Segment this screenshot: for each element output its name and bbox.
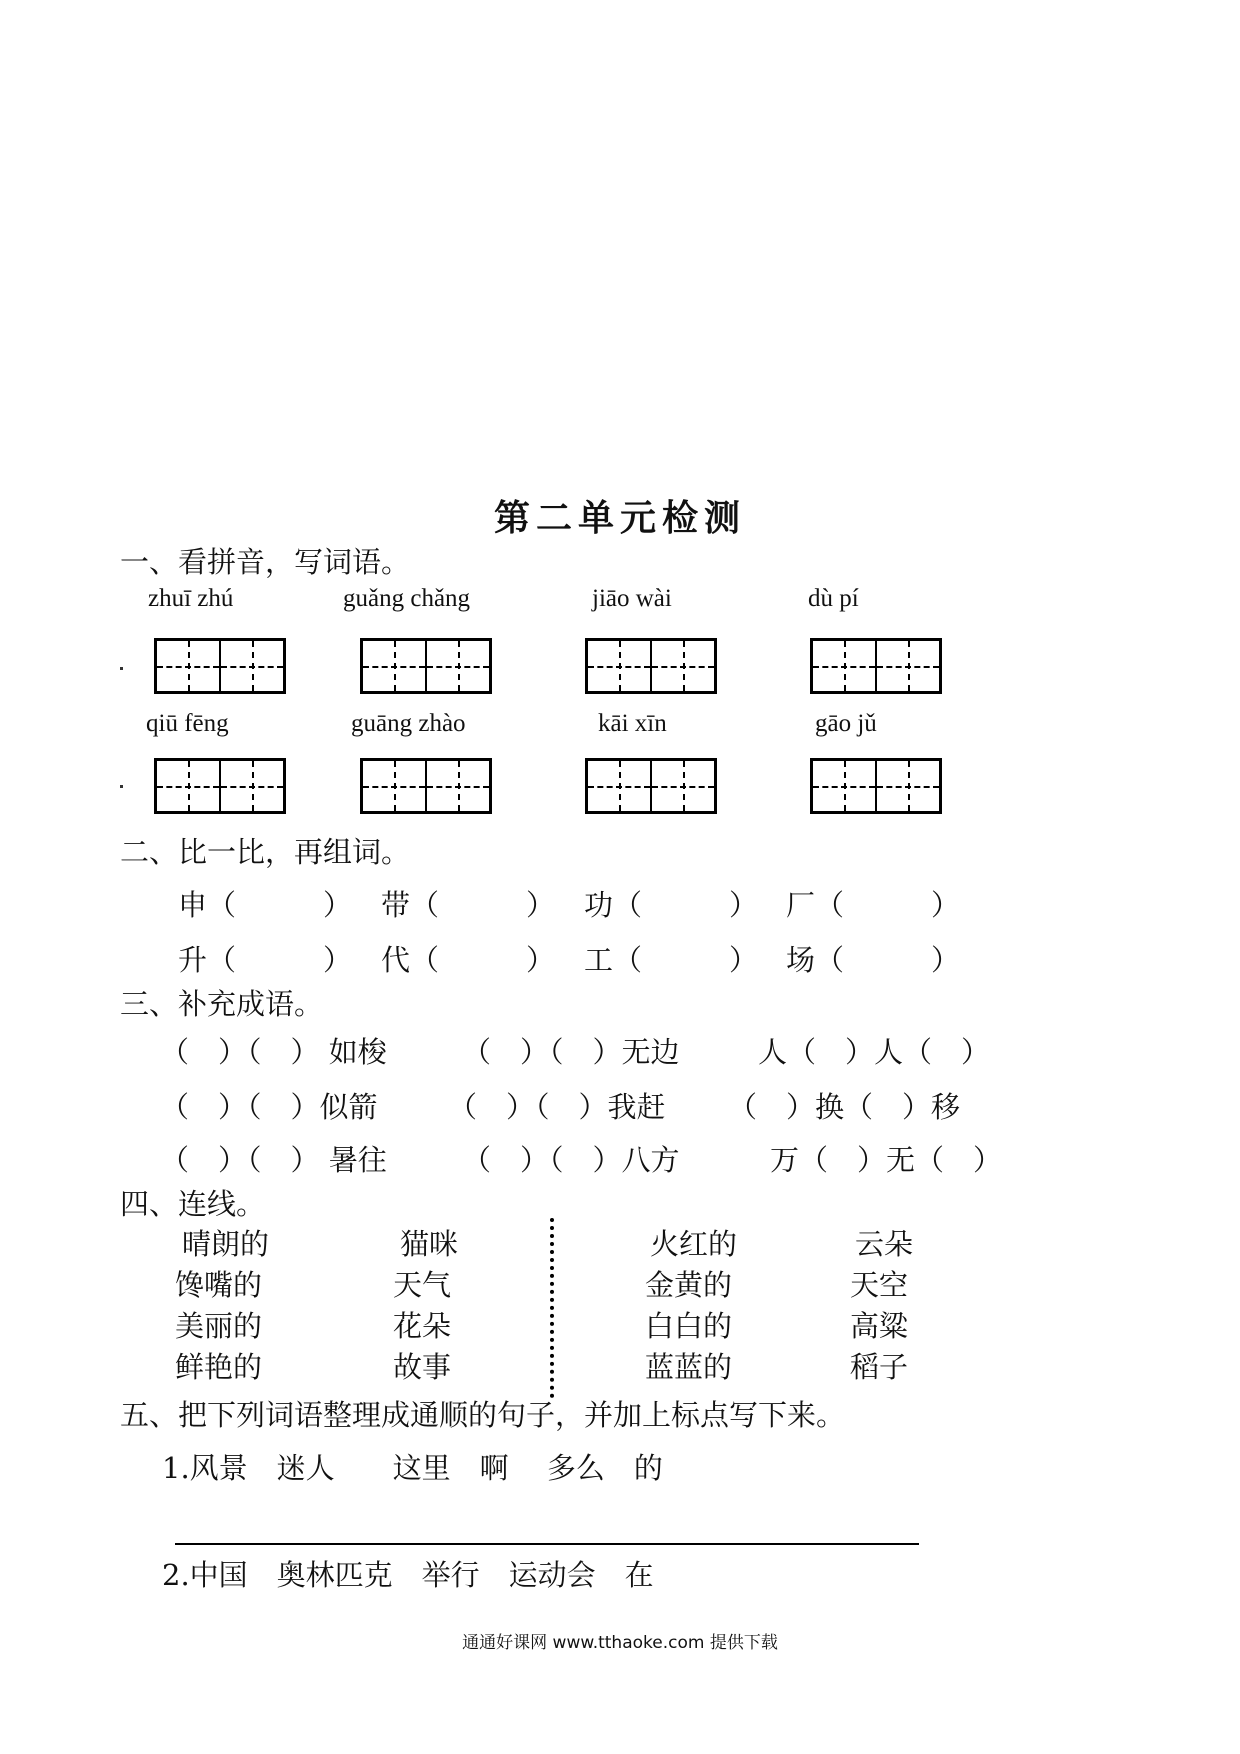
match-right-a: 金黄的 <box>645 1268 733 1302</box>
idiom-item: （ ）（ ）似箭 <box>160 1090 378 1124</box>
section4-heading: 四、连线。 <box>120 1187 266 1221</box>
pinyin-4: dù pí <box>808 585 859 612</box>
column-divider <box>550 1218 554 1398</box>
pinyin-6: guāng zhào <box>351 710 466 737</box>
idiom-item: 人（ ）人（ ） <box>758 1035 991 1069</box>
match-left-a: 晴朗的 <box>182 1227 270 1261</box>
pinyin-8: gāo jǔ <box>815 710 877 737</box>
section3-heading: 三、补充成语。 <box>120 987 324 1021</box>
match-left-b: 猫咪 <box>400 1227 459 1261</box>
compare-item: 升（ ） <box>178 943 353 977</box>
section2-heading: 二、比一比，再组词。 <box>120 835 411 869</box>
match-left-b: 花朵 <box>393 1309 452 1343</box>
idiom-item: （ ）（ ）无边 <box>462 1035 680 1069</box>
compare-item: 厂（ ） <box>786 888 961 922</box>
match-left-a: 馋嘴的 <box>175 1268 263 1302</box>
match-right-b: 云朵 <box>855 1227 914 1261</box>
idiom-item: 万（ ）无（ ） <box>770 1143 1003 1177</box>
match-left-a: 鲜艳的 <box>175 1350 263 1384</box>
pinyin-1: zhuī zhú <box>148 585 234 612</box>
writing-grid-6[interactable] <box>360 758 492 814</box>
writing-grid-8[interactable] <box>810 758 942 814</box>
match-right-b: 稻子 <box>850 1350 909 1384</box>
footer-credit: 通通好课网 www.tthaoke.com 提供下载 <box>462 1633 778 1653</box>
match-left-b: 故事 <box>393 1350 452 1384</box>
writing-grid-1[interactable] <box>154 638 286 694</box>
writing-grid-3[interactable] <box>585 638 717 694</box>
scan-mark <box>120 785 123 788</box>
match-right-b: 高粱 <box>850 1309 909 1343</box>
match-left-a: 美丽的 <box>175 1309 263 1343</box>
compare-item: 工（ ） <box>584 943 759 977</box>
idiom-item: （ ）（ ）八方 <box>462 1143 680 1177</box>
writing-grid-4[interactable] <box>810 638 942 694</box>
writing-grid-5[interactable] <box>154 758 286 814</box>
pinyin-2: guǎng chǎng <box>343 585 471 612</box>
compare-item: 带（ ） <box>381 888 556 922</box>
match-right-a: 火红的 <box>650 1227 738 1261</box>
sentence-question-2: 2.中国 奥林匹克 举行 运动会 在 <box>162 1558 654 1592</box>
answer-line[interactable] <box>175 1543 919 1545</box>
compare-item: 代（ ） <box>381 943 556 977</box>
match-left-b: 天气 <box>393 1268 452 1302</box>
idiom-item: （ ）换（ ）移 <box>728 1090 961 1124</box>
writing-grid-7[interactable] <box>585 758 717 814</box>
scan-mark <box>120 667 123 670</box>
match-right-b: 天空 <box>850 1268 909 1302</box>
writing-grid-2[interactable] <box>360 638 492 694</box>
section1-heading: 一、看拼音，写词语。 <box>120 545 411 579</box>
match-right-a: 白白的 <box>645 1309 733 1343</box>
compare-item: 申（ ） <box>178 888 353 922</box>
match-right-a: 蓝蓝的 <box>645 1350 733 1384</box>
pinyin-3: jiāo wài <box>592 585 672 612</box>
idiom-item: （ ）（ ）我赶 <box>448 1090 666 1124</box>
pinyin-7: kāi xīn <box>598 710 667 737</box>
idiom-item: （ ）（ ） 如梭 <box>160 1035 387 1069</box>
page-title: 第二单元检测 <box>493 498 746 539</box>
section5-heading: 五、把下列词语整理成通顺的句子，并加上标点写下来。 <box>120 1398 846 1432</box>
sentence-question-1: 1.风景 迷人 这里 啊 多么 的 <box>162 1451 663 1485</box>
pinyin-5: qiū fēng <box>146 710 229 737</box>
idiom-item: （ ）（ ） 暑往 <box>160 1143 387 1177</box>
compare-item: 场（ ） <box>786 943 961 977</box>
compare-item: 功（ ） <box>584 888 759 922</box>
